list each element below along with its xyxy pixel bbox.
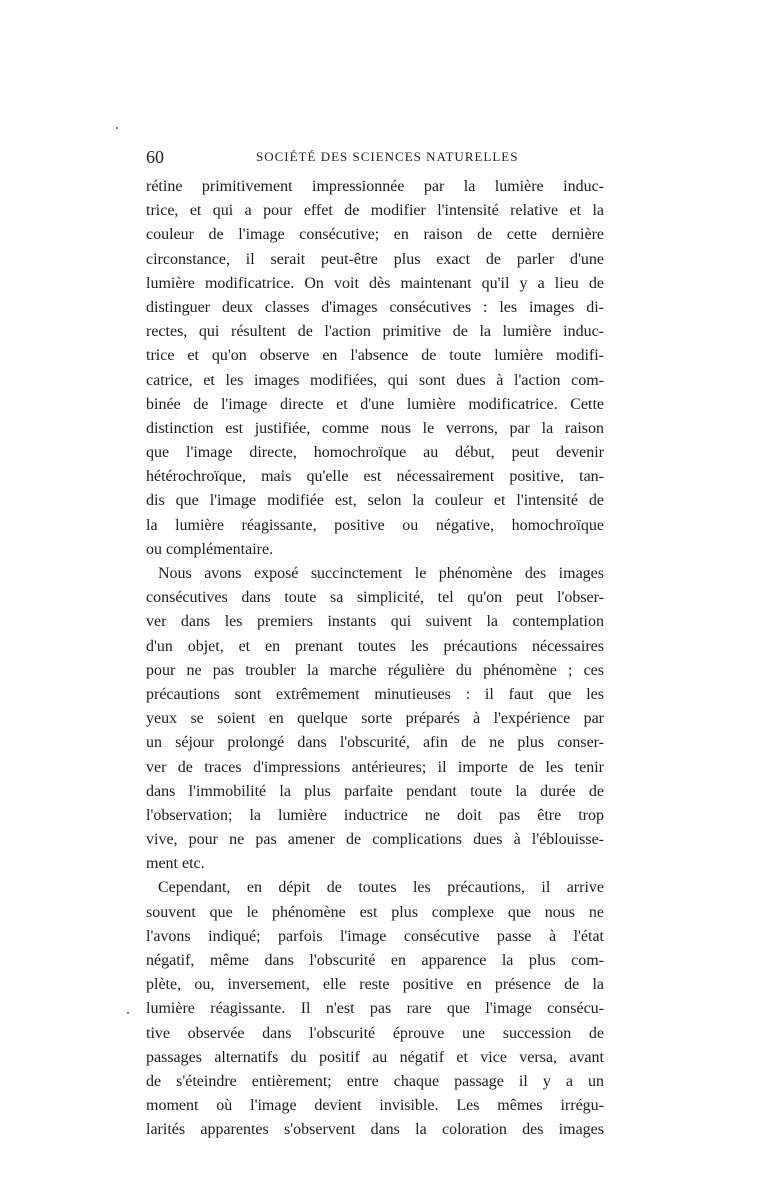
text-line: ver de traces d'impressions antérieures; il importe de les tenir xyxy=(146,758,604,776)
paper-speck xyxy=(116,127,118,129)
text-line: tive observée dans l'obscurité éprouve une succession de xyxy=(146,1024,604,1042)
text-line: ver dans les premiers instants qui suivent la contemplation xyxy=(146,613,604,631)
text-line: lumière réagissante. Il n'est pas rare que l'image consécu- xyxy=(146,1000,604,1018)
text-line: passages alternatifs du positif au négatif et vice versa, avant xyxy=(146,1048,604,1066)
text-line: l'avons indiqué; parfois l'image consécutive passe à l'état xyxy=(146,927,604,945)
text-line: distinction est justifiée, comme nous le verrons, par la raison xyxy=(146,419,604,437)
text-line: dans l'immobilité la plus parfaite pendant toute la durée de xyxy=(146,782,604,800)
text-line: vive, pour ne pas amener de complications dues à l'éblouisse- xyxy=(146,831,604,849)
text-line: catrice, et les images modifiées, qui sont dues à l'action com- xyxy=(146,371,604,389)
text-line: la lumière réagissante, positive ou négative, homochroïque xyxy=(146,516,604,534)
text-line: d'un objet, et en prenant toutes les précautions nécessaires xyxy=(146,637,604,655)
text-line: larités apparentes s'observent dans la coloration des images xyxy=(146,1121,604,1139)
paragraph-3 xyxy=(146,876,604,1142)
text-line: Cependant, en dépit de toutes les précautions, il arrive xyxy=(158,879,604,897)
text-line: ou complémentaire. xyxy=(146,540,274,558)
text-line: moment où l'image devient invisible. Les mêmes irrégu- xyxy=(146,1097,604,1115)
text-line: de s'éteindre entièrement; entre chaque passage il y a un xyxy=(146,1072,604,1090)
text-line: binée de l'image directe et d'une lumière modificatrice. Cette xyxy=(146,395,604,413)
text-line: l'observation; la lumière inductrice ne doit pas être trop xyxy=(146,806,604,824)
page-number: 60 xyxy=(146,147,164,167)
text-line: trice, et qui a pour effet de modifier l'intensité relative et la xyxy=(146,202,604,220)
text-line: lumière modificatrice. On voit dès maintenant qu'il y a lieu de xyxy=(146,274,604,292)
text-line: Nous avons exposé succinctement le phénomène des images xyxy=(158,565,604,582)
body-text xyxy=(146,175,604,1143)
page-header xyxy=(146,146,604,170)
running-head: SOCIÉTÉ DES SCIENCES NATURELLES xyxy=(256,149,519,164)
paragraph-1 xyxy=(146,175,604,562)
text-line: dis que l'image modifiée est, selon la couleur et l'intensité de xyxy=(146,492,604,510)
text-line: négatif, même dans l'obscurité en apparence la plus com- xyxy=(146,952,604,969)
text-line: pour ne pas troubler la marche régulière du phénomène ; ces xyxy=(146,661,604,679)
text-line: rectes, qui résultent de l'action primitive de la lumière induc- xyxy=(146,323,604,341)
text-line: circonstance, il serait peut-être plus exact de parler d'une xyxy=(146,250,604,268)
text-line: couleur de l'image consécutive; en raison de cette dernière xyxy=(146,226,604,244)
paper-speck xyxy=(127,1012,129,1014)
text-line: distinguer deux classes d'images consécutives : les images di- xyxy=(146,298,604,316)
text-line: souvent que le phénomène est plus complexe que nous ne xyxy=(146,903,604,921)
text-line: consécutives dans toute sa simplicité, tel qu'on peut l'obser- xyxy=(146,589,604,607)
text-line: ment etc. xyxy=(146,855,205,873)
text-line: que l'image directe, homochroïque au début, peut devenir xyxy=(146,444,604,462)
paragraph-2 xyxy=(146,562,604,876)
text-line: précautions sont extrêmement minutieuses : il faut que les xyxy=(146,685,604,703)
text-line: yeux se soient en quelque sorte préparés à l'expérience par xyxy=(146,710,604,728)
text-line: trice et qu'on observe en l'absence de toute lumière modifi- xyxy=(146,347,604,365)
text-line: rétine primitivement impressionnée par la lumière induc- xyxy=(146,178,604,195)
text-line: hétérochroïque, mais qu'elle est nécessairement positive, tan- xyxy=(146,468,604,486)
text-line: un séjour prolongé dans l'obscurité, afin de ne plus conser- xyxy=(146,734,604,752)
text-line: plète, ou, inversement, elle reste positive en présence de la xyxy=(146,976,604,994)
